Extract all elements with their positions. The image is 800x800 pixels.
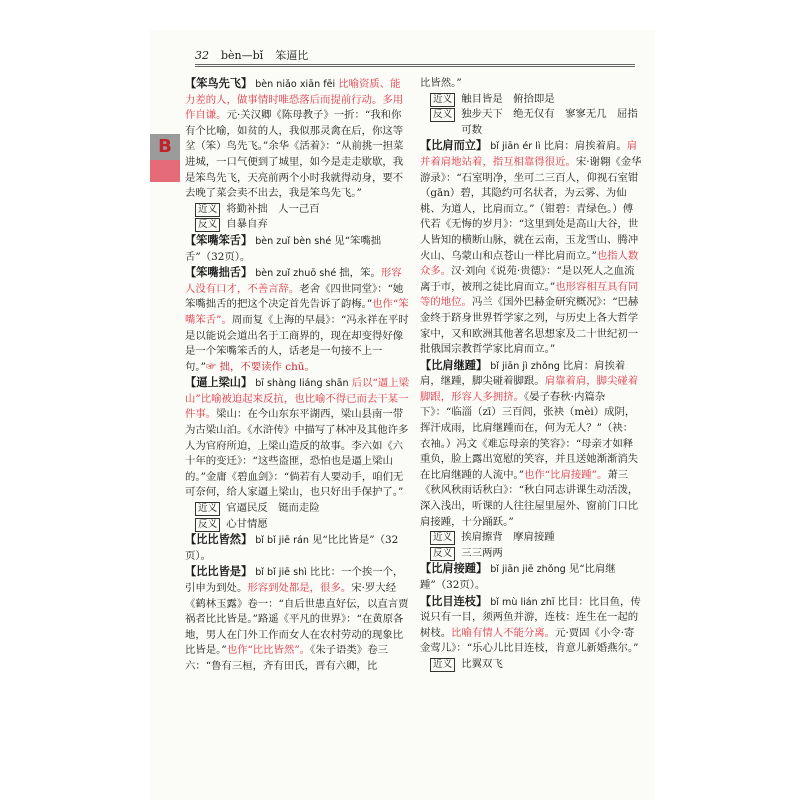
entry-body: 宋·谢翱《金华游录》：“石室明净，坐可二三百人，仰视石室钳（gān）碧，其隐约可名状者，为云雾、为仙桃、为道人，比肩而立。”（钳碧：青绿色。）傅代若《无悔的岁月》：“这里到处是高山大谷，世人皆知的横断山脉，就在云南，玉龙雪山、腾冲火山、乌蒙山和点苍山一样比肩而立。” bbox=[420, 155, 642, 262]
entry-pinyin: bèn niǎo xiān fēi bbox=[252, 79, 339, 90]
synonym-label: 近义 bbox=[430, 531, 455, 545]
synonym-row bbox=[195, 501, 409, 517]
entry-definition: 肩靠着肩，脚尖碰着脚跟，形容人多拥挤。 bbox=[420, 375, 639, 403]
entry-body: 《朱子语类》卷三六：“鲁有三桓，齐有田氏，晋有六卿，比 bbox=[185, 644, 388, 672]
antonym-row bbox=[195, 517, 409, 533]
entry-definition: 后以“逼上梁山”比喻被迫起来反抗，也比喻不得已而去干某一件事。 bbox=[185, 377, 409, 421]
entry-body: 汉·刘向《说苑·贵德》：“是以死人之血流离于市，被刑之徒比肩而立。” bbox=[420, 265, 635, 293]
entry-text bbox=[185, 233, 409, 265]
entry-body: 冯兰《国外巴赫金研究概况》：“巴赫金终于跻身世界哲学家之列，与历史上各大哲学家中，又和欧洲其他著名思想家及二十世纪初一批俄国宗教哲学家比肩而立。” bbox=[420, 296, 639, 356]
entry-definition: 肩并着肩地站着，指互相靠得很近。 bbox=[420, 140, 638, 168]
antonym-text: 独步天下 绝无仅有 寥寥无几 屈指可数 bbox=[461, 108, 638, 136]
entry-body: 见“比比皆是”（32页）。 bbox=[185, 534, 399, 562]
entry-headword: 【笨嘴拙舌】 bbox=[185, 266, 253, 280]
range-words: 笨逼比 bbox=[275, 49, 309, 62]
entry-text bbox=[420, 594, 642, 657]
entry-body: 梁山：在今山东东平湖西，梁山县南一带为古梁山泊。《水浒传》中描写了林冲及其他许多人为官府所迫，上梁山造反的故事。 bbox=[185, 408, 409, 452]
entry-body: 李六如《六十年的变迁》：“这些盗匪，恐怕也是逼上梁山的。”金庸《碧血剑》：“倘若有人要动手，咱们无可奈何，给人家逼上梁山，也只好出手保护了。” bbox=[185, 439, 404, 499]
antonym-text: 心甘情愿 bbox=[226, 517, 268, 530]
antonym-row bbox=[430, 546, 642, 562]
antonym-label: 反义 bbox=[195, 518, 220, 532]
entry-body: 老舍《四世同堂》：“她笨嘴拙舌的把这个决定首先告诉了韵梅。” bbox=[185, 282, 404, 311]
entry-pinyin: bī shàng liáng shān bbox=[252, 378, 352, 390]
entry-body: 比皆然。” bbox=[420, 77, 462, 89]
left-column bbox=[185, 76, 409, 675]
entry-body: 比肩：肩挨着肩，继踵，脚尖碰着脚跟。 bbox=[420, 359, 626, 388]
entry-body: 见“笨嘴拙舌”（32页）。 bbox=[185, 234, 382, 263]
entry-pinyin: bǐ mù lián zhī bbox=[487, 596, 558, 608]
entry-headword: 【比比皆是】 bbox=[185, 565, 253, 579]
synonym-row bbox=[430, 657, 642, 673]
entry-pinyin: bǐ jiān ér lì bbox=[487, 141, 544, 153]
synonym-text: 比翼双飞 bbox=[461, 657, 503, 670]
entry-definition: 也形容相互具有同等的地位。 bbox=[420, 280, 639, 309]
entry-definition: 也作“比比皆然”。 bbox=[226, 644, 311, 657]
entry-body: 萧三《秋风秋雨话秋白》：“秋白同志讲课生动活泼，深入浅出，听课的人往往屋里屋外、窗前门口比肩接踵，十分踊跃。” bbox=[420, 468, 639, 528]
right-column bbox=[420, 76, 642, 673]
entry-pinyin: bǐ bǐ jiē shì bbox=[252, 567, 310, 579]
entry-headword: 【比肩继踵】 bbox=[420, 358, 488, 372]
dictionary-entry bbox=[185, 564, 409, 674]
synonym-text: 官逼民反 铤而走险 bbox=[226, 502, 320, 515]
entry-body: 宋·罗大经《鹤林玉露》卷一：“自后世患直好伝，以直言贾祸者比比皆是。”路遥《平凡的世界》：“在黄原各地，男人在门外工作而女人在农村劳动的现象比比皆是。” bbox=[185, 582, 409, 657]
pinyin-range: bèn—bǐ bbox=[221, 48, 264, 62]
synonym-row bbox=[195, 202, 409, 218]
entry-body: 《晏子春秋·内篇杂下》：“临淄（zī）三百闾，张袂（mèi）成阴，挥汗成雨，比肩继踵而在，何为无人？”（袂：衣袖。）冯文《难忘母亲的笑容》：“母亲才如释重负，脸上露出宽慰的笑容，并且送她渐渐消失在比肩继踵的人流中。” bbox=[420, 390, 639, 481]
entry-headword: 【比肩而立】 bbox=[420, 139, 488, 153]
synonym-text: 将勤补拙 人一己百 bbox=[226, 202, 320, 215]
entry-pinyin: bèn zuǐ zhuō shé bbox=[252, 268, 340, 280]
antonym-label: 反义 bbox=[195, 218, 220, 232]
entry-headword: 【比目连枝】 bbox=[420, 594, 488, 608]
pronunciation-note: ☞ 拙，不要读作 chū。 bbox=[205, 360, 315, 373]
synonym-text: 触目皆是 俯拾即是 bbox=[461, 92, 555, 105]
running-head bbox=[195, 46, 635, 64]
antonym-label: 反义 bbox=[430, 547, 455, 561]
synonym-label: 近义 bbox=[195, 203, 220, 217]
synonym-text: 挨肩擦背 摩肩接踵 bbox=[461, 531, 555, 544]
synonym-label: 近义 bbox=[430, 93, 455, 107]
entry-headword: 【逼上梁山】 bbox=[185, 376, 253, 390]
synonym-row bbox=[430, 92, 642, 108]
dictionary-entry bbox=[420, 138, 642, 357]
page-number: 32 bbox=[195, 48, 209, 62]
tab-accent bbox=[150, 160, 180, 182]
entry-definition: 也作“笨嘴笨舌”。 bbox=[185, 298, 409, 326]
entry-body: 元·关汉卿《陈母教子》一折：“我和你有个比喻，如贫的人，我似那灵禽在后，你这等坌（笨）鸟先飞。”余华《活着》：“从前挑一担菜进城，一口气便到了城里，如今是走走歇歇，我是笨鸟先飞，天亮前两个小时我就得动身，要不去晚了菜会卖不出去，我是笨鸟先飞。” bbox=[185, 109, 404, 200]
entry-body: 比肩：肩挨着肩。 bbox=[543, 140, 627, 153]
entry-definition: 比喻资质、能力差的人，做事情时唯恐落后而提前行动。多用作自谦。 bbox=[185, 78, 404, 122]
dictionary-entry bbox=[420, 561, 642, 593]
entry-body: 比比：一个挨一个，引申为到处。 bbox=[185, 566, 404, 594]
dictionary-entry bbox=[420, 76, 642, 138]
dictionary-entry bbox=[185, 76, 409, 233]
entry-pinyin: bǐ jiān jiē zhǒng bbox=[487, 564, 569, 576]
entry-body: 拙，笨。 bbox=[339, 267, 381, 280]
entry-text bbox=[420, 561, 642, 593]
letter-tab: B bbox=[150, 134, 180, 160]
antonym-text: 自暴自弃 bbox=[226, 218, 268, 231]
entry-text bbox=[420, 76, 642, 92]
synonym-row bbox=[430, 530, 642, 546]
entry-text bbox=[420, 138, 642, 357]
entry-body: 比目：比目鱼，传说只有一目，须两鱼并游，连枝：连生在一起的树枝。 bbox=[420, 595, 641, 639]
synonym-label: 近义 bbox=[430, 658, 455, 672]
entry-text bbox=[185, 265, 409, 375]
antonym-row bbox=[430, 107, 642, 138]
dictionary-entry bbox=[420, 358, 642, 562]
antonym-text: 三三两两 bbox=[461, 546, 503, 559]
dictionary-page bbox=[150, 30, 655, 800]
entry-text bbox=[185, 564, 409, 674]
entry-text bbox=[185, 532, 409, 564]
entry-pinyin: bǐ jiān jì zhǒng bbox=[487, 360, 563, 372]
dictionary-entry bbox=[185, 233, 409, 265]
dictionary-entry bbox=[185, 375, 409, 532]
entry-definition: 比喻有情人不能分离。 bbox=[451, 626, 556, 639]
header-rule bbox=[195, 64, 635, 67]
synonym-label: 近义 bbox=[195, 502, 220, 516]
entry-headword: 【笨鸟先飞】 bbox=[185, 77, 253, 90]
dictionary-entry bbox=[185, 532, 409, 564]
entry-pinyin: bǐ bǐ jiē rán bbox=[252, 535, 313, 547]
dictionary-entry bbox=[420, 594, 642, 673]
dictionary-entry bbox=[185, 265, 409, 375]
antonym-label: 反义 bbox=[430, 108, 455, 122]
entry-text bbox=[185, 375, 409, 501]
entry-body: 周而复《上海的早晨》：“冯永祥在平时是以能说会道出名于工商界的，现在却变得好像是一个笨嘴笨舌的人，话老是一句接不上一句。” bbox=[185, 313, 409, 373]
entry-definition: 也作“比肩接踵”。 bbox=[524, 468, 608, 481]
entry-headword: 【比肩接踵】 bbox=[420, 562, 488, 576]
entry-definition: 也指人数众多。 bbox=[420, 249, 639, 278]
entry-text bbox=[420, 358, 642, 531]
entry-headword: 【比比皆然】 bbox=[185, 533, 253, 547]
entry-text bbox=[185, 76, 409, 202]
entry-pinyin: bèn zuǐ bèn shé bbox=[252, 235, 335, 247]
entry-body: 见“比肩继踵”（32页）。 bbox=[420, 563, 616, 591]
entry-definition: 形容人没有口才，不善言辞。 bbox=[185, 267, 402, 295]
entry-body: 元·贾固《小令·寄金莺儿》：“乐心儿比目连枝，肯意儿新婚燕尔。” bbox=[420, 626, 639, 655]
entry-headword: 【笨嘴笨舌】 bbox=[185, 233, 253, 247]
entry-definition: 形容到处都是，很多。 bbox=[247, 582, 352, 594]
antonym-row bbox=[195, 217, 409, 233]
